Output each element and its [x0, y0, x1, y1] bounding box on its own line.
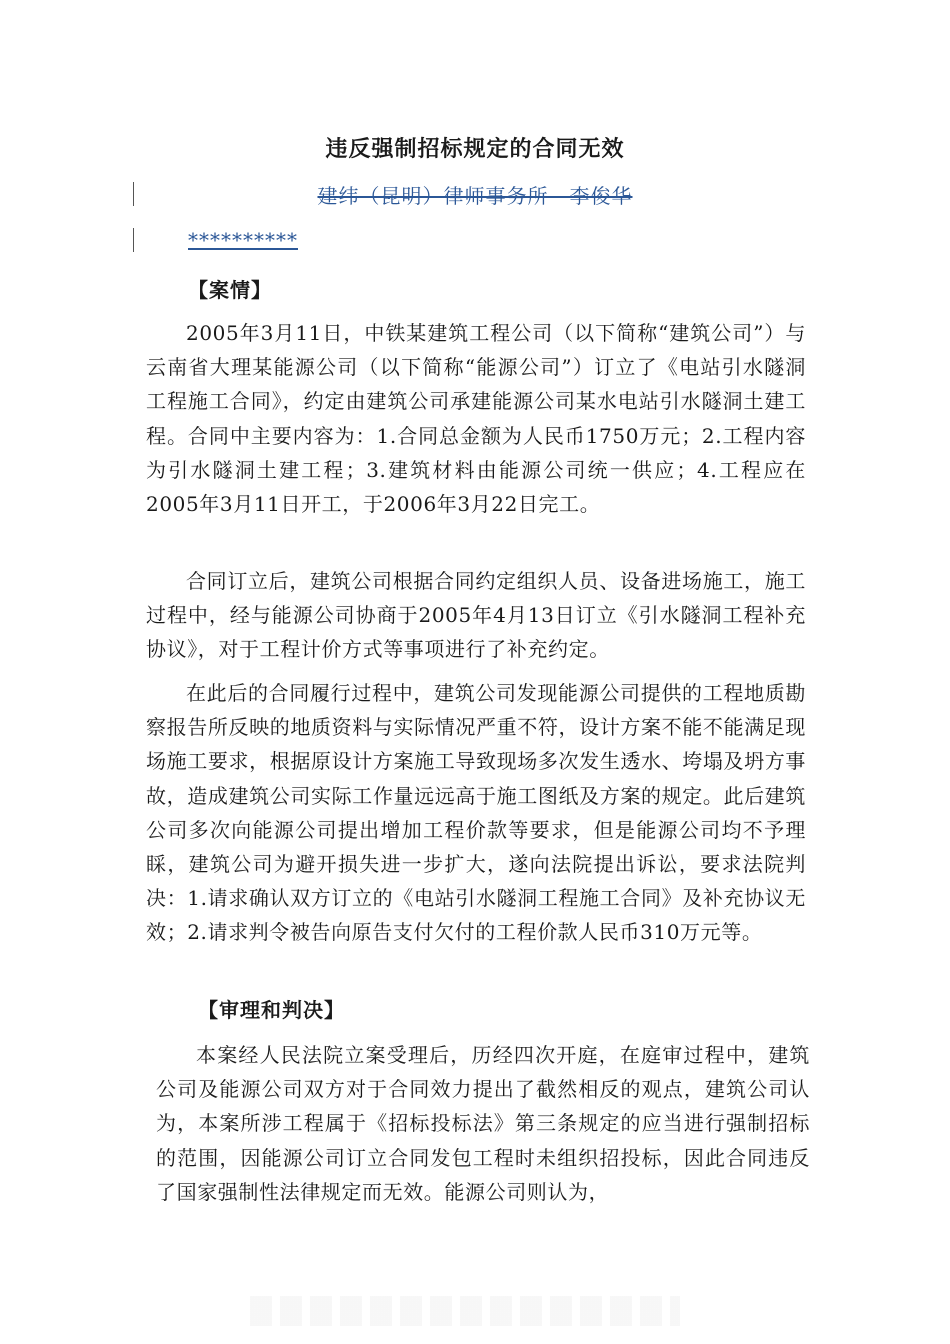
document-title: 违反强制招标规定的合同无效 [325, 137, 625, 162]
paragraph: 合同订立后，建筑公司根据合同约定组织人员、设备进场施工，施工过程中，经与能源公司协商于2005年4月13日订立《引水隧洞工程补充协议》，对于工程计价方式等事项进行了补充约定。 [146, 569, 806, 662]
paragraph: 在此后的合同履行过程中，建筑公司发现能源公司提供的工程地质勘察报告所反映的地质资料与实际情况严重不符，设计方案不能不能满足现场施工要求，根据原设计方案施工导致现场多次发生透水、垮塌及坍方事故，造成建筑公司实际工作量远远高于施工图纸及方案的规定。此后建筑公司多次向能源公司提出增加工程价款等要求，但是能源公司均不予理睬，建筑公司为避开损失进一步扩大，遂向法院提出诉讼，要求法院判决：1.请求确认双方订立的《电站引水隧洞工程施工合同》及补充协议无效；2.请求判令被告向原告支付欠付的工程价款人民币310万元等。 [146, 681, 806, 945]
section-heading-case: 【案情】 [188, 278, 272, 302]
author-line: 建纬（昆明）律师事务所 李俊华 [317, 184, 633, 208]
faint-bleed-through [250, 1296, 680, 1326]
section-heading-trial: 【审理和判决】 [198, 998, 345, 1022]
paragraph: 2005年3月11日，中铁某建筑工程公司（以下简称“建筑公司”）与云南省大理某能源公司（以下简称“能源公司”）订立了《电站引水隧洞工程施工合同》，约定由建筑公司承建能源公司某水电站引水隧洞土建工程。合同中主要内容为：1.合同总金额为人民币1750万元；2.工程内容为引水隧洞土建工程；3.建筑材料由能源公司统一供应；4.工程应在2005年3月11日开工，于2006年3月22日完工。 [146, 321, 806, 517]
asterisk-line: ********** [188, 228, 298, 252]
paragraph: 本案经人民法院立案受理后，历经四次开庭，在庭审过程中，建筑公司及能源公司双方对于合同效力提出了截然相反的观点，建筑公司认为，本案所涉工程属于《招标投标法》第三条规定的应当进行强制招标的范围，因能源公司订立合同发包工程时未组织招投标，因此合同违反了国家强制性法律规定而无效。能源公司则认为， [156, 1043, 810, 1204]
revision-bar [133, 228, 134, 252]
